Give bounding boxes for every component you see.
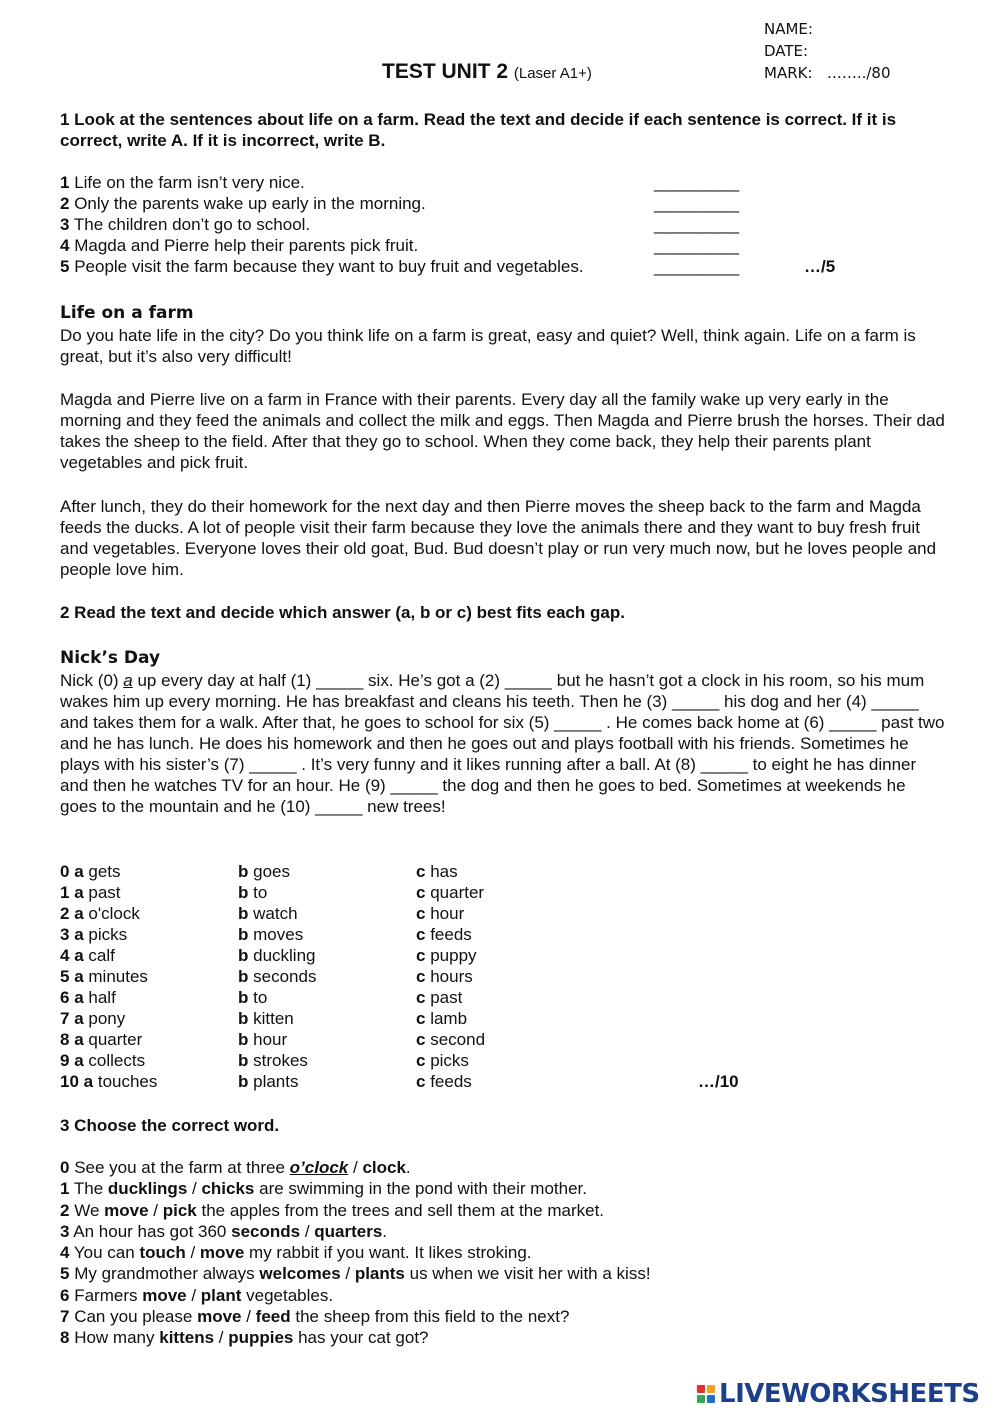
option-row [60, 966, 739, 987]
word-option-2[interactable]: pick [162, 1200, 197, 1220]
option-row [60, 861, 739, 882]
option-c[interactable]: c puppy [416, 946, 477, 965]
word-separator: / [300, 1221, 315, 1241]
item-text-before: Farmers [74, 1285, 143, 1305]
s1-item [60, 193, 835, 214]
item-text-after: . [405, 1158, 411, 1177]
item-text: Only the parents wake up early in the morning. [74, 194, 426, 213]
item-text-after: us when we visit her with a kiss! [404, 1264, 651, 1284]
choose-word-item [60, 1263, 651, 1284]
option-a[interactable]: 9 a collects [60, 1051, 146, 1070]
option-b[interactable]: b to [238, 883, 268, 902]
option-row [60, 882, 739, 903]
s1-item [60, 256, 835, 277]
item-text-after: are swimming in the pond with their mother. [254, 1179, 587, 1199]
word-separator: / [185, 1243, 200, 1263]
option-row [60, 1008, 739, 1029]
option-b[interactable]: b watch [238, 904, 298, 923]
item-text: The children don’t go to school. [73, 215, 311, 234]
nick-text-rest: up every day at half (1) _____ six. He’s got a (2) _____ but he hasn’t got a clock in his room, so his mum wakes him up every morning. He has breakfast and cleans his teeth. Then he (3) _____ his dog and her (4) _____ and takes them for a walk. After that, he goes to school for six (5) _____ . He comes back home at (6) _____ past two and he has lunch. He does his homework and then he goes out and plays football with his friends. Sometimes he plays with his sister’s (7) _____ . It’s very funny and it likes running after a ball. At (8) _____ to eight he has dinner and then he watches TV for an hour. He (9) _____ the dog and then he goes to bed. Sometimes at weekends he goes to the mountain and he (10) _____ new trees! [60, 671, 945, 816]
item-number: 1 [60, 1179, 70, 1199]
word-separator: / [348, 1158, 363, 1177]
option-row [60, 987, 739, 1008]
section1-score: …/5 [804, 257, 836, 276]
word-option-1[interactable]: welcomes [259, 1264, 341, 1284]
farm-paragraph-3: After lunch, they do their homework for the next day and then Pierre moves the sheep back to the farm and Magda feeds the ducks. A lot of people visit their farm because they love the animals there and they want to buy fresh fruit and vegetables. Everyone loves their old goat, Bud. Bud doesn’t play or run very much now, but he loves people and people love him. [60, 497, 937, 579]
section2-instruction: 2 Read the text and decide which answer (a, b or c) best fits each gap. [60, 603, 625, 622]
word-option-2[interactable]: clock [362, 1158, 406, 1177]
item-text-after: vegetables. [241, 1285, 334, 1305]
page-title [382, 60, 592, 84]
option-b[interactable]: b goes [238, 862, 290, 881]
option-c[interactable]: c has [416, 862, 458, 881]
mark-label: MARK: [764, 64, 813, 82]
option-b[interactable]: b to [238, 988, 268, 1007]
section2-score: …/10 [698, 1072, 739, 1091]
options-list [60, 861, 739, 1092]
reading-title-nick: Nick’s Day [60, 648, 161, 668]
name-label: NAME: [764, 20, 813, 38]
item-text-before: My grandmother always [74, 1264, 260, 1284]
nick-text-start: Nick (0) [60, 671, 124, 690]
choose-word-item [60, 1157, 651, 1178]
logo-text: LIVEWORKSHEETS [719, 1379, 980, 1409]
item-text-after: has your cat got? [293, 1328, 429, 1348]
choose-word-item [60, 1200, 651, 1221]
option-c[interactable]: c second [416, 1030, 486, 1049]
option-c[interactable]: c lamb [416, 1009, 468, 1028]
option-c[interactable]: c quarter [416, 883, 485, 902]
section1-items [60, 172, 835, 277]
option-c[interactable]: c past [416, 988, 463, 1007]
option-b[interactable]: b strokes [238, 1051, 308, 1070]
item-number: 2 [60, 194, 70, 213]
item-text: People visit the farm because they want to buy fruit and vegetables. [74, 257, 584, 276]
farm-paragraph-2: Magda and Pierre live on a farm in France with their parents. Every day all the family wake up very early in the morning and they feed the animals and collect the milk and eggs. Then Magda and Pierre brush the horses. Their dad takes the sheep to the field. After that they go to school. When they come back, they help their parents plant vegetables and pick fruit. [60, 390, 945, 472]
item-number: 3 [60, 1221, 70, 1241]
word-option-1[interactable]: move [197, 1307, 242, 1327]
mark-value: ……../80 [826, 64, 891, 82]
item-text-after: the apples from the trees and sell them at the market. [196, 1200, 605, 1220]
option-c[interactable]: c feeds [416, 925, 472, 944]
s1-item [60, 214, 835, 235]
item-number: 8 [60, 1328, 70, 1348]
option-b[interactable]: b kitten [238, 1009, 294, 1028]
title-text: TEST UNIT 2 [382, 60, 509, 83]
answer-blank[interactable]: _________ [654, 215, 740, 234]
word-option-2[interactable]: puppies [228, 1328, 294, 1348]
word-separator: / [241, 1307, 256, 1327]
choose-word-item [60, 1306, 651, 1327]
item-text-before: The [73, 1179, 108, 1199]
option-b[interactable]: b moves [238, 925, 304, 944]
farm-paragraph-1: Do you hate life in the city? Do you think life on a farm is great, easy and quiet? Well, think again. Life on a farm is great, but it’s also very difficult! [60, 326, 916, 366]
option-b[interactable]: b duckling [238, 946, 316, 965]
item-number: 6 [60, 1285, 70, 1305]
word-option-1[interactable]: move [142, 1285, 187, 1305]
choose-word-list [60, 1157, 651, 1349]
item-text-before: How many [74, 1328, 160, 1348]
s1-item [60, 172, 835, 193]
answer-blank[interactable]: _________ [654, 194, 740, 213]
option-a[interactable]: 3 a picks [60, 925, 128, 944]
title-subtitle: (Laser A1+) [513, 65, 592, 82]
option-row [60, 945, 739, 966]
option-a[interactable]: 8 a quarter [60, 1030, 143, 1049]
word-separator: / [186, 1285, 201, 1305]
option-row [60, 1029, 739, 1050]
item-text-before: We [74, 1200, 105, 1220]
option-c[interactable]: c hours [416, 967, 473, 986]
option-row [60, 1071, 739, 1092]
item-text-before: See you at the farm at three [74, 1158, 290, 1177]
word-option-1[interactable]: seconds [231, 1221, 301, 1241]
item-text-after: my rabbit if you want. It likes stroking. [244, 1243, 532, 1263]
item-text-before: You can [73, 1243, 140, 1263]
option-b[interactable]: b plants [238, 1072, 299, 1091]
section3-instruction: 3 Choose the correct word. [60, 1116, 280, 1135]
word-option-2[interactable]: plant [200, 1285, 242, 1305]
option-row [60, 924, 739, 945]
word-option-1[interactable]: ducklings [107, 1179, 188, 1199]
option-row [60, 903, 739, 924]
item-text-after: . [382, 1221, 388, 1241]
word-option-2[interactable]: chicks [201, 1179, 255, 1199]
item-number: 4 [60, 1243, 70, 1263]
word-option-1[interactable]: move [104, 1200, 149, 1220]
item-text-before: Can you please [74, 1307, 198, 1327]
header-fields [764, 18, 891, 84]
item-number: 2 [60, 1200, 70, 1220]
option-c[interactable]: c hour [416, 904, 465, 923]
word-option-1[interactable]: touch [139, 1243, 186, 1263]
item-number: 4 [60, 236, 70, 255]
item-text-before: An hour has got 360 [73, 1221, 232, 1241]
s1-item [60, 235, 835, 256]
item-number: 0 [60, 1158, 70, 1177]
answer-blank[interactable]: _________ [654, 173, 740, 192]
date-label: DATE: [764, 42, 809, 60]
word-option-2[interactable]: move [199, 1243, 245, 1263]
liveworksheets-logo [697, 1379, 980, 1409]
answer-blank[interactable]: _________ [654, 236, 740, 255]
item-text: Magda and Pierre help their parents pick fruit. [74, 236, 419, 255]
logo-squares-icon [697, 1385, 715, 1403]
option-a[interactable]: 10 a touches [60, 1072, 158, 1091]
word-option-2[interactable]: feed [255, 1307, 291, 1327]
option-a[interactable]: 2 a o'clock [60, 904, 140, 923]
example-answer: a [123, 671, 133, 690]
choose-word-item [60, 1178, 651, 1199]
option-c[interactable]: c picks [416, 1051, 469, 1070]
mark-field [764, 62, 891, 84]
option-row [60, 1050, 739, 1071]
item-number: 7 [60, 1307, 70, 1327]
choose-word-item [60, 1242, 651, 1263]
word-separator: / [214, 1328, 229, 1348]
nick-text [60, 670, 945, 817]
choose-word-item [60, 1327, 651, 1348]
option-b[interactable]: b seconds [238, 967, 317, 986]
choose-word-item [60, 1285, 651, 1306]
reading-title-farm: Life on a farm [60, 303, 194, 323]
item-number: 1 [60, 173, 70, 192]
option-b[interactable]: b hour [238, 1030, 288, 1049]
item-text-after: the sheep from this field to the next? [290, 1307, 570, 1327]
option-a[interactable]: 0 a gets [60, 862, 121, 881]
word-separator: / [148, 1200, 163, 1220]
word-option-2[interactable]: quarters [314, 1221, 383, 1241]
option-a[interactable]: 7 a pony [60, 1009, 126, 1028]
word-separator: / [340, 1264, 355, 1284]
choose-word-item [60, 1221, 651, 1242]
item-number: 5 [60, 1264, 70, 1284]
word-option-1[interactable]: o’clock [289, 1158, 349, 1177]
option-a[interactable]: 5 a minutes [60, 967, 148, 986]
option-c[interactable]: c feeds [416, 1072, 472, 1091]
word-option-1[interactable]: kittens [159, 1328, 215, 1348]
item-text: Life on the farm isn’t very nice. [74, 173, 305, 192]
word-option-2[interactable]: plants [354, 1264, 405, 1284]
word-separator: / [187, 1179, 202, 1199]
answer-blank[interactable]: _________ [654, 257, 740, 276]
option-a[interactable]: 6 a half [60, 988, 116, 1007]
option-a[interactable]: 4 a calf [60, 946, 115, 965]
item-number: 3 [60, 215, 70, 234]
item-number: 5 [60, 257, 70, 276]
section1-instruction: 1 Look at the sentences about life on a farm. Read the text and decide if each sentence is correct. If it is correct, write A. If it is incorrect, write B. [60, 110, 897, 150]
option-a[interactable]: 1 a past [60, 883, 121, 902]
